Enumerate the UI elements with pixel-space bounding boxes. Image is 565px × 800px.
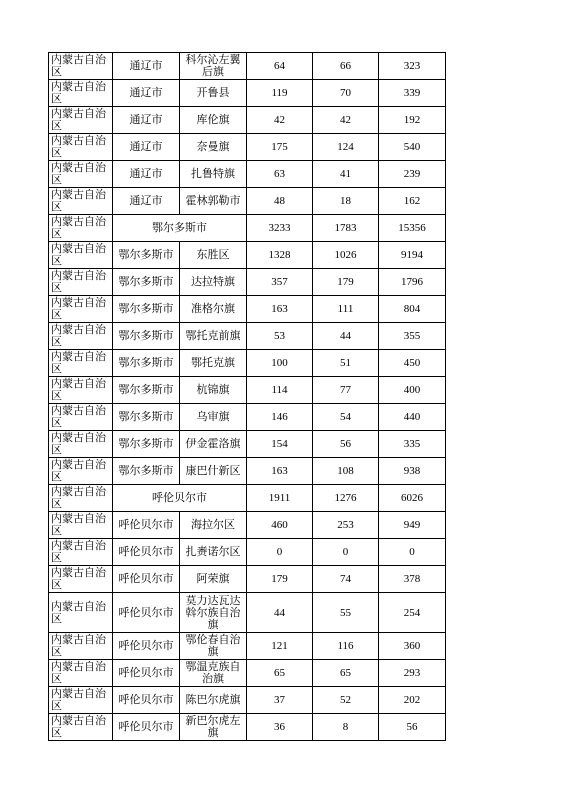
- province-cell: 内蒙古自治区: [49, 242, 113, 269]
- table-body: [49, 53, 446, 741]
- table-row: [49, 107, 446, 134]
- county-cell: 鄂托克前旗: [180, 323, 247, 350]
- value-cell-3: 323: [379, 53, 446, 80]
- value-cell-3: 938: [379, 458, 446, 485]
- table-row: [49, 269, 446, 296]
- province-cell: 内蒙古自治区: [49, 107, 113, 134]
- province-cell: 内蒙古自治区: [49, 431, 113, 458]
- value-cell-3: 15356: [379, 215, 446, 242]
- table-row: [49, 593, 446, 633]
- province-cell: 内蒙古自治区: [49, 296, 113, 323]
- value-cell-3: 335: [379, 431, 446, 458]
- value-cell-2: 1026: [313, 242, 379, 269]
- city-cell: 通辽市: [113, 134, 180, 161]
- city-cell: 呼伦贝尔市: [113, 633, 180, 660]
- city-cell: 通辽市: [113, 80, 180, 107]
- value-cell-2: 42: [313, 107, 379, 134]
- table-row: [49, 512, 446, 539]
- value-cell-3: 540: [379, 134, 446, 161]
- value-cell-1: 1328: [247, 242, 313, 269]
- value-cell-3: 254: [379, 593, 446, 633]
- value-cell-2: 116: [313, 633, 379, 660]
- province-cell: 内蒙古自治区: [49, 633, 113, 660]
- county-cell: 鄂伦春自治旗: [180, 633, 247, 660]
- province-cell: 内蒙古自治区: [49, 687, 113, 714]
- value-cell-2: 253: [313, 512, 379, 539]
- value-cell-2: 179: [313, 269, 379, 296]
- table-row: [49, 215, 446, 242]
- county-cell: 阿荣旗: [180, 566, 247, 593]
- county-cell: 霍林郭勒市: [180, 188, 247, 215]
- table-row: [49, 242, 446, 269]
- table-row: [49, 566, 446, 593]
- table-row: [49, 714, 446, 741]
- value-cell-2: 51: [313, 350, 379, 377]
- province-cell: 内蒙古自治区: [49, 660, 113, 687]
- value-cell-3: 804: [379, 296, 446, 323]
- province-cell: 内蒙古自治区: [49, 188, 113, 215]
- value-cell-1: 121: [247, 633, 313, 660]
- city-cell: 呼伦贝尔市: [113, 593, 180, 633]
- value-cell-3: 0: [379, 539, 446, 566]
- city-cell: 呼伦贝尔市: [113, 687, 180, 714]
- county-cell: 鄂温克族自治旗: [180, 660, 247, 687]
- city-cell: 鄂尔多斯市: [113, 431, 180, 458]
- province-cell: 内蒙古自治区: [49, 512, 113, 539]
- value-cell-2: 0: [313, 539, 379, 566]
- value-cell-1: 163: [247, 296, 313, 323]
- value-cell-1: 119: [247, 80, 313, 107]
- value-cell-3: 339: [379, 80, 446, 107]
- table-row: [49, 350, 446, 377]
- table-row: [49, 633, 446, 660]
- value-cell-1: 53: [247, 323, 313, 350]
- value-cell-3: 56: [379, 714, 446, 741]
- county-cell: 东胜区: [180, 242, 247, 269]
- value-cell-2: 54: [313, 404, 379, 431]
- city-cell: 呼伦贝尔市: [113, 714, 180, 741]
- value-cell-3: 450: [379, 350, 446, 377]
- value-cell-3: 239: [379, 161, 446, 188]
- value-cell-3: 202: [379, 687, 446, 714]
- value-cell-1: 175: [247, 134, 313, 161]
- table-row: [49, 188, 446, 215]
- city-cell: 呼伦贝尔市: [113, 566, 180, 593]
- county-cell: 扎赉诺尔区: [180, 539, 247, 566]
- value-cell-3: 293: [379, 660, 446, 687]
- value-cell-1: 154: [247, 431, 313, 458]
- county-cell: 奈曼旗: [180, 134, 247, 161]
- value-cell-1: 179: [247, 566, 313, 593]
- city-cell: 呼伦贝尔市: [113, 512, 180, 539]
- county-cell: 鄂托克旗: [180, 350, 247, 377]
- value-cell-1: 357: [247, 269, 313, 296]
- value-cell-3: 440: [379, 404, 446, 431]
- value-cell-2: 8: [313, 714, 379, 741]
- province-cell: 内蒙古自治区: [49, 134, 113, 161]
- city-total-cell: 呼伦贝尔市: [113, 485, 247, 512]
- table-row: [49, 53, 446, 80]
- value-cell-2: 44: [313, 323, 379, 350]
- province-cell: 内蒙古自治区: [49, 215, 113, 242]
- city-cell: 通辽市: [113, 53, 180, 80]
- province-cell: 内蒙古自治区: [49, 377, 113, 404]
- value-cell-2: 66: [313, 53, 379, 80]
- province-cell: 内蒙古自治区: [49, 53, 113, 80]
- value-cell-2: 77: [313, 377, 379, 404]
- data-table: [48, 52, 446, 741]
- city-cell: 鄂尔多斯市: [113, 377, 180, 404]
- city-cell: 呼伦贝尔市: [113, 660, 180, 687]
- value-cell-3: 949: [379, 512, 446, 539]
- city-cell: 通辽市: [113, 188, 180, 215]
- county-cell: 扎鲁特旗: [180, 161, 247, 188]
- value-cell-2: 111: [313, 296, 379, 323]
- value-cell-1: 37: [247, 687, 313, 714]
- value-cell-2: 56: [313, 431, 379, 458]
- value-cell-1: 3233: [247, 215, 313, 242]
- value-cell-2: 52: [313, 687, 379, 714]
- table-row: [49, 377, 446, 404]
- table-row: [49, 404, 446, 431]
- value-cell-3: 192: [379, 107, 446, 134]
- value-cell-2: 1276: [313, 485, 379, 512]
- city-cell: 鄂尔多斯市: [113, 323, 180, 350]
- county-cell: 莫力达瓦达斡尔族自治旗: [180, 593, 247, 633]
- value-cell-1: 65: [247, 660, 313, 687]
- value-cell-2: 124: [313, 134, 379, 161]
- province-cell: 内蒙古自治区: [49, 714, 113, 741]
- city-cell: 鄂尔多斯市: [113, 458, 180, 485]
- city-cell: 呼伦贝尔市: [113, 539, 180, 566]
- province-cell: 内蒙古自治区: [49, 593, 113, 633]
- province-cell: 内蒙古自治区: [49, 539, 113, 566]
- value-cell-1: 64: [247, 53, 313, 80]
- table-row: [49, 134, 446, 161]
- value-cell-2: 65: [313, 660, 379, 687]
- value-cell-1: 100: [247, 350, 313, 377]
- value-cell-1: 163: [247, 458, 313, 485]
- table-row: [49, 296, 446, 323]
- table-row: [49, 431, 446, 458]
- table-row: [49, 458, 446, 485]
- value-cell-1: 114: [247, 377, 313, 404]
- county-cell: 乌审旗: [180, 404, 247, 431]
- county-cell: 康巴什新区: [180, 458, 247, 485]
- province-cell: 内蒙古自治区: [49, 161, 113, 188]
- county-cell: 伊金霍洛旗: [180, 431, 247, 458]
- value-cell-1: 42: [247, 107, 313, 134]
- value-cell-1: 460: [247, 512, 313, 539]
- value-cell-3: 360: [379, 633, 446, 660]
- province-cell: 内蒙古自治区: [49, 458, 113, 485]
- county-cell: 库伦旗: [180, 107, 247, 134]
- city-cell: 通辽市: [113, 161, 180, 188]
- value-cell-2: 74: [313, 566, 379, 593]
- table-row: [49, 323, 446, 350]
- value-cell-2: 1783: [313, 215, 379, 242]
- table-row: [49, 161, 446, 188]
- city-cell: 鄂尔多斯市: [113, 404, 180, 431]
- city-cell: 鄂尔多斯市: [113, 242, 180, 269]
- value-cell-1: 48: [247, 188, 313, 215]
- city-cell: 鄂尔多斯市: [113, 296, 180, 323]
- province-cell: 内蒙古自治区: [49, 80, 113, 107]
- city-cell: 通辽市: [113, 107, 180, 134]
- province-cell: 内蒙古自治区: [49, 404, 113, 431]
- county-cell: 杭锦旗: [180, 377, 247, 404]
- city-cell: 鄂尔多斯市: [113, 269, 180, 296]
- table-row: [49, 660, 446, 687]
- value-cell-2: 41: [313, 161, 379, 188]
- province-cell: 内蒙古自治区: [49, 566, 113, 593]
- value-cell-2: 70: [313, 80, 379, 107]
- value-cell-2: 108: [313, 458, 379, 485]
- province-cell: 内蒙古自治区: [49, 350, 113, 377]
- county-cell: 海拉尔区: [180, 512, 247, 539]
- value-cell-3: 162: [379, 188, 446, 215]
- value-cell-1: 63: [247, 161, 313, 188]
- value-cell-1: 1911: [247, 485, 313, 512]
- value-cell-3: 9194: [379, 242, 446, 269]
- county-cell: 科尔沁左翼后旗: [180, 53, 247, 80]
- table-row: [49, 485, 446, 512]
- value-cell-1: 44: [247, 593, 313, 633]
- county-cell: 开鲁县: [180, 80, 247, 107]
- value-cell-3: 400: [379, 377, 446, 404]
- table-row: [49, 80, 446, 107]
- value-cell-3: 378: [379, 566, 446, 593]
- table-row: [49, 539, 446, 566]
- province-cell: 内蒙古自治区: [49, 485, 113, 512]
- table-row: [49, 687, 446, 714]
- value-cell-2: 55: [313, 593, 379, 633]
- value-cell-1: 36: [247, 714, 313, 741]
- value-cell-3: 6026: [379, 485, 446, 512]
- province-cell: 内蒙古自治区: [49, 269, 113, 296]
- value-cell-3: 1796: [379, 269, 446, 296]
- value-cell-1: 0: [247, 539, 313, 566]
- county-cell: 准格尔旗: [180, 296, 247, 323]
- county-cell: 达拉特旗: [180, 269, 247, 296]
- city-total-cell: 鄂尔多斯市: [113, 215, 247, 242]
- county-cell: 陈巴尔虎旗: [180, 687, 247, 714]
- value-cell-3: 355: [379, 323, 446, 350]
- city-cell: 鄂尔多斯市: [113, 350, 180, 377]
- value-cell-2: 18: [313, 188, 379, 215]
- county-cell: 新巴尔虎左旗: [180, 714, 247, 741]
- province-cell: 内蒙古自治区: [49, 323, 113, 350]
- value-cell-1: 146: [247, 404, 313, 431]
